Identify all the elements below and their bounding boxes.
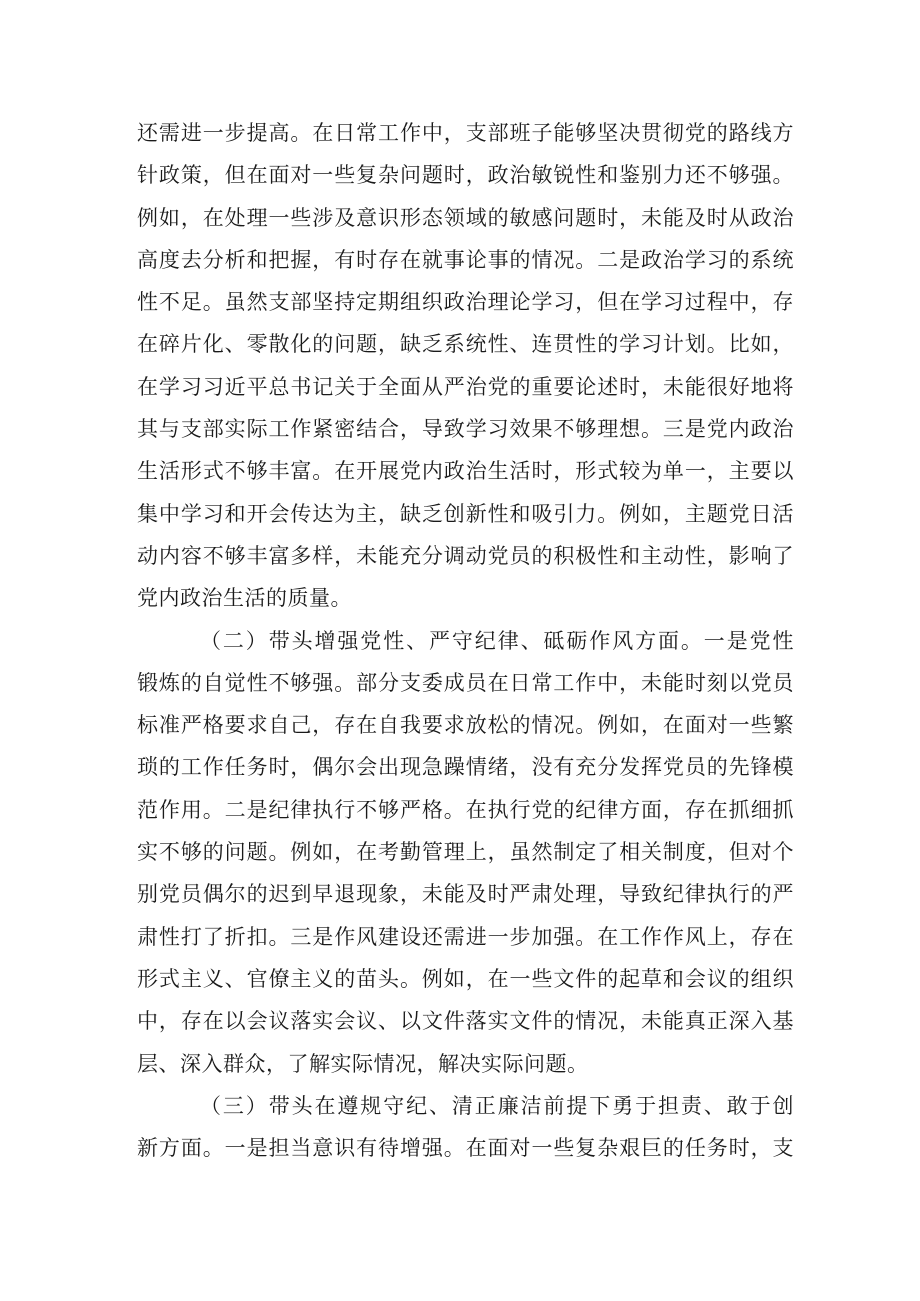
text-line: 高度去分析和把握，有时存在就事论事的情况。二是政治学习的系统 xyxy=(137,247,794,272)
text-line: 动内容不够丰富多样，未能充分调动党员的积极性和主动性，影响了 xyxy=(137,543,794,568)
text-line: 中，存在以会议落实会议、以文件落实文件的情况，未能真正深入基 xyxy=(137,1009,794,1034)
text-line: 锻炼的自觉性不够强。部分支委成员在日常工作中，未能时刻以党员 xyxy=(137,670,794,695)
text-line: 琐的工作任务时，偶尔会出现急躁情绪，没有充分发挥党员的先锋模 xyxy=(137,755,794,780)
section-heading-line: （二）带头增强党性、严守纪律、砥砺作风方面。一是党性 xyxy=(200,628,794,653)
paragraph-political-construction xyxy=(137,112,794,620)
text-line: 集中学习和开会传达为主，缺乏创新性和吸引力。例如，主题党日活 xyxy=(137,501,794,526)
text-line: 别党员偶尔的迟到早退现象，未能及时严肃处理，导致纪律执行的严 xyxy=(137,882,794,907)
text-line: 层、深入群众，了解实际情况，解决实际问题。 xyxy=(137,1051,589,1076)
text-line: 党内政治生活的质量。 xyxy=(137,586,352,611)
text-line: 例如，在处理一些涉及意识形态领域的敏感问题时，未能及时从政治 xyxy=(137,205,794,230)
text-line: 生活形式不够丰富。在开展党内政治生活时，形式较为单一，主要以 xyxy=(137,459,794,484)
text-line: 还需进一步提高。在日常工作中，支部班子能够坚决贯彻党的路线方 xyxy=(137,121,794,145)
paragraph-party-spirit-discipline xyxy=(137,620,794,1085)
text-line: 其与支部实际工作紧密结合，导致学习效果不够理想。三是党内政治 xyxy=(137,417,794,442)
text-line: 形式主义、官僚主义的苗头。例如，在一些文件的起草和会议的组织 xyxy=(137,966,794,991)
text-line: 性不足。虽然支部坚持定期组织政治理论学习，但在学习过程中，存 xyxy=(137,290,794,315)
text-line: 针政策，但在面对一些复杂问题时，政治敏锐性和鉴别力还不够强。 xyxy=(137,163,794,188)
text-line: 实不够的问题。例如，在考勤管理上，虽然制定了相关制度，但对个 xyxy=(137,840,794,865)
text-line: 标准严格要求自己，存在自我要求放松的情况。例如，在面对一些繁 xyxy=(137,713,794,738)
section-heading-line: （三）带头在遵规守纪、清正廉洁前提下勇于担责、敢于创 xyxy=(200,1093,794,1118)
text-line: 新方面。一是担当意识有待增强。在面对一些复杂艰巨的任务时，支 xyxy=(137,1136,794,1161)
text-line: 肃性打了折扣。三是作风建设还需进一步加强。在工作作风上，存在 xyxy=(137,924,794,949)
document-body xyxy=(137,112,794,1169)
text-line: 在学习习近平总书记关于全面从严治党的重要论述时，未能很好地将 xyxy=(137,374,794,399)
text-line: 范作用。二是纪律执行不够严格。在执行党的纪律方面，存在抓细抓 xyxy=(137,797,794,822)
text-line: 在碎片化、零散化的问题，缺乏系统性、连贯性的学习计划。比如， xyxy=(137,332,794,357)
paragraph-responsibility-innovation xyxy=(137,1085,794,1170)
